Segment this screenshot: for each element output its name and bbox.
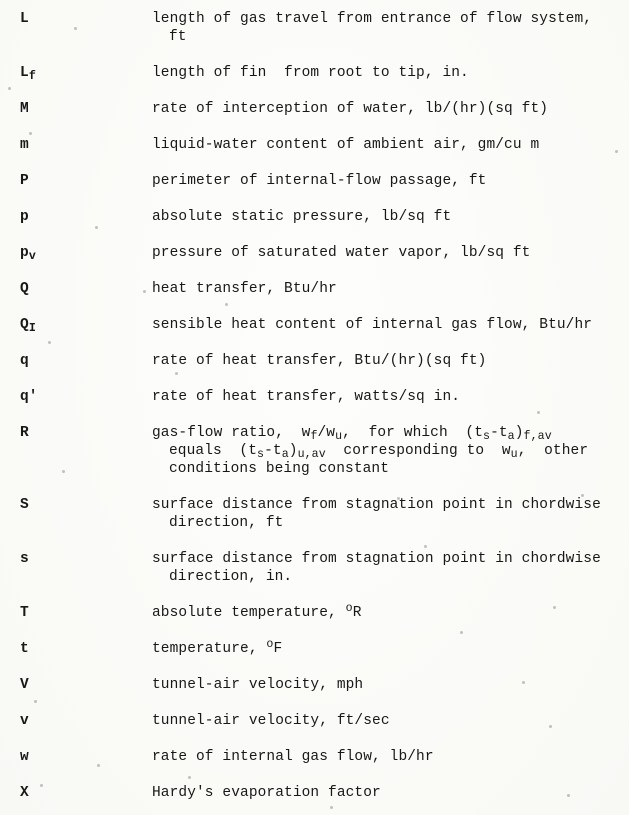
nomenclature-row	[20, 637, 629, 658]
scan-speck	[175, 372, 178, 375]
definition-line	[152, 460, 612, 478]
scan-speck	[8, 87, 11, 90]
text: conditions being constant	[169, 461, 390, 477]
symbol-label	[20, 100, 152, 118]
text: -t	[264, 443, 282, 459]
definition-line	[152, 784, 612, 802]
text: S	[20, 497, 29, 513]
scan-speck	[522, 681, 525, 684]
text: w	[20, 749, 29, 765]
symbol-label	[20, 388, 152, 406]
definition-line	[152, 136, 612, 154]
scan-speck	[615, 150, 618, 153]
symbol-label	[20, 496, 152, 514]
scan-speck	[95, 226, 98, 229]
symbol-definition	[152, 136, 612, 154]
symbol-label	[20, 64, 152, 82]
nomenclature-row	[20, 424, 629, 478]
symbol-definition	[152, 172, 612, 190]
text: rate of heat transfer, Btu/(hr)(sq ft)	[152, 353, 487, 369]
symbol-definition	[152, 637, 612, 658]
sub-text: a	[507, 430, 515, 444]
text: )	[288, 443, 298, 459]
nomenclature-row	[20, 676, 629, 694]
symbol-label	[20, 748, 152, 766]
sub-text: f	[28, 70, 36, 84]
definition-line	[152, 496, 612, 514]
definition-line	[152, 712, 612, 730]
symbol-definition	[152, 316, 612, 334]
text: absolute static pressure, lb/sq ft	[152, 209, 452, 225]
text: )	[514, 425, 524, 441]
text: q'	[20, 389, 38, 405]
definition-line	[152, 388, 612, 406]
text: length of fin from root to tip, in.	[152, 65, 469, 81]
scan-speck	[97, 764, 100, 767]
text: liquid-water content of ambient air, gm/cu m	[152, 137, 540, 153]
sub-text: f,av	[523, 430, 552, 444]
text: tunnel-air velocity, mph	[152, 677, 364, 693]
nomenclature-list	[20, 10, 629, 802]
symbol-label	[20, 604, 152, 622]
text: tunnel-air velocity, ft/sec	[152, 713, 390, 729]
nomenclature-row	[20, 136, 629, 154]
nomenclature-row	[20, 496, 629, 532]
text: sensible heat content of internal gas flow, Btu/hr	[152, 317, 593, 333]
text: v	[20, 713, 29, 729]
text: perimeter of internal-flow passage, ft	[152, 173, 487, 189]
nomenclature-row	[20, 748, 629, 766]
scan-speck	[581, 494, 584, 497]
scan-speck	[537, 411, 540, 414]
sub-text: s	[257, 448, 265, 462]
nomenclature-row	[20, 352, 629, 370]
symbol-definition	[152, 784, 612, 802]
nomenclature-row	[20, 712, 629, 730]
text: q	[20, 353, 29, 369]
text: t	[20, 641, 29, 657]
symbol-label	[20, 676, 152, 694]
sub-text: f	[310, 430, 318, 444]
definition-line	[152, 208, 612, 226]
text: rate of interception of water, lb/(hr)(sq ft)	[152, 101, 549, 117]
text: Q	[20, 317, 29, 333]
text: m	[20, 137, 29, 153]
nomenclature-row	[20, 550, 629, 586]
text: -t	[490, 425, 508, 441]
symbol-label	[20, 352, 152, 370]
nomenclature-row	[20, 601, 629, 622]
definition-line	[152, 748, 612, 766]
text: absolute temperature,	[152, 605, 346, 621]
text: R	[20, 425, 29, 441]
nomenclature-row	[20, 100, 629, 118]
sub-text: v	[28, 250, 36, 264]
sub-text: a	[281, 448, 289, 462]
definition-line	[152, 352, 612, 370]
scan-speck	[188, 776, 191, 779]
symbol-label	[20, 136, 152, 154]
scan-speck	[424, 545, 427, 548]
definition-line	[152, 637, 612, 658]
symbol-label	[20, 640, 152, 658]
symbol-label	[20, 172, 152, 190]
text: p	[20, 245, 29, 261]
text: s	[20, 551, 29, 567]
text: equals (t	[169, 443, 258, 459]
definition-line	[152, 172, 612, 190]
symbol-label	[20, 10, 152, 28]
scan-speck	[330, 806, 333, 809]
symbol-label	[20, 550, 152, 568]
sub-text: s	[483, 430, 491, 444]
text: surface distance from stagnation point in chordwise	[152, 497, 601, 513]
scan-speck	[74, 27, 77, 30]
scan-speck	[460, 631, 463, 634]
symbol-definition	[152, 496, 612, 532]
nomenclature-row	[20, 172, 629, 190]
scan-speck	[553, 606, 556, 609]
definition-line	[152, 514, 612, 532]
text: rate of internal gas flow, lb/hr	[152, 749, 434, 765]
sub-text: I	[28, 322, 36, 336]
definition-line	[152, 601, 612, 622]
text: temperature,	[152, 641, 267, 657]
text: ft	[169, 29, 187, 45]
scan-speck	[29, 132, 32, 135]
symbol-label	[20, 316, 152, 334]
definition-line	[152, 676, 612, 694]
text: p	[20, 209, 29, 225]
nomenclature-row	[20, 64, 629, 82]
definition-line	[152, 10, 612, 28]
sub-text: u,av	[297, 448, 326, 462]
text: gas-flow ratio, w	[152, 425, 311, 441]
sub-text: u	[335, 430, 343, 444]
symbol-definition	[152, 388, 612, 406]
definition-line	[152, 316, 612, 334]
definition-line	[152, 442, 612, 460]
scan-speck	[397, 497, 400, 500]
text: R	[352, 605, 362, 621]
symbol-definition	[152, 10, 612, 46]
sup-text: o	[266, 637, 274, 651]
sub-text: u	[510, 448, 518, 462]
symbol-definition	[152, 712, 612, 730]
text: T	[20, 605, 29, 621]
definition-line	[152, 280, 612, 298]
text: M	[20, 101, 29, 117]
symbol-label	[20, 208, 152, 226]
nomenclature-row	[20, 280, 629, 298]
definition-line	[152, 424, 612, 442]
symbol-definition	[152, 244, 612, 262]
symbol-label	[20, 244, 152, 262]
symbol-definition	[152, 100, 612, 118]
nomenclature-row	[20, 244, 629, 262]
text: pressure of saturated water vapor, lb/sq ft	[152, 245, 531, 261]
scan-speck	[40, 784, 43, 787]
symbol-definition	[152, 64, 612, 82]
text: corresponding to w	[325, 443, 511, 459]
symbol-definition	[152, 208, 612, 226]
text: , other	[517, 443, 589, 459]
nomenclature-row	[20, 10, 629, 46]
definition-line	[152, 64, 612, 82]
symbol-definition	[152, 280, 612, 298]
definition-line	[152, 550, 612, 568]
definition-line	[152, 568, 612, 586]
symbol-definition	[152, 424, 612, 478]
symbol-definition	[152, 748, 612, 766]
definition-line	[152, 100, 612, 118]
symbol-label	[20, 712, 152, 730]
text: direction, in.	[169, 569, 293, 585]
scan-speck	[567, 794, 570, 797]
nomenclature-row	[20, 784, 629, 802]
symbol-label	[20, 280, 152, 298]
symbol-label	[20, 424, 152, 442]
scan-speck	[143, 290, 146, 293]
symbol-definition	[152, 601, 612, 622]
text: V	[20, 677, 29, 693]
sup-text: o	[345, 601, 353, 615]
symbol-definition	[152, 676, 612, 694]
text: heat transfer, Btu/hr	[152, 281, 337, 297]
nomenclature-row	[20, 316, 629, 334]
scan-speck	[225, 303, 228, 306]
scan-speck	[34, 700, 37, 703]
text: , for which (t	[342, 425, 483, 441]
symbol-definition	[152, 550, 612, 586]
scan-speck	[244, 646, 247, 649]
scan-speck	[549, 725, 552, 728]
text: /w	[317, 425, 336, 441]
text: P	[20, 173, 29, 189]
nomenclature-row	[20, 388, 629, 406]
text: L	[20, 65, 29, 81]
text: X	[20, 785, 29, 801]
text: rate of heat transfer, watts/sq in.	[152, 389, 461, 405]
symbol-definition	[152, 352, 612, 370]
nomenclature-row	[20, 208, 629, 226]
text: F	[273, 641, 283, 657]
scan-speck	[62, 470, 65, 473]
text: surface distance from stagnation point in chordwise	[152, 551, 601, 567]
text: L	[20, 11, 29, 27]
definition-line	[152, 244, 612, 262]
text: Q	[20, 281, 29, 297]
scan-speck	[48, 341, 51, 344]
text: length of gas travel from entrance of flow system,	[152, 11, 593, 27]
definition-line	[152, 28, 612, 46]
text: direction, ft	[169, 515, 284, 531]
text: Hardy's evaporation factor	[152, 785, 381, 801]
